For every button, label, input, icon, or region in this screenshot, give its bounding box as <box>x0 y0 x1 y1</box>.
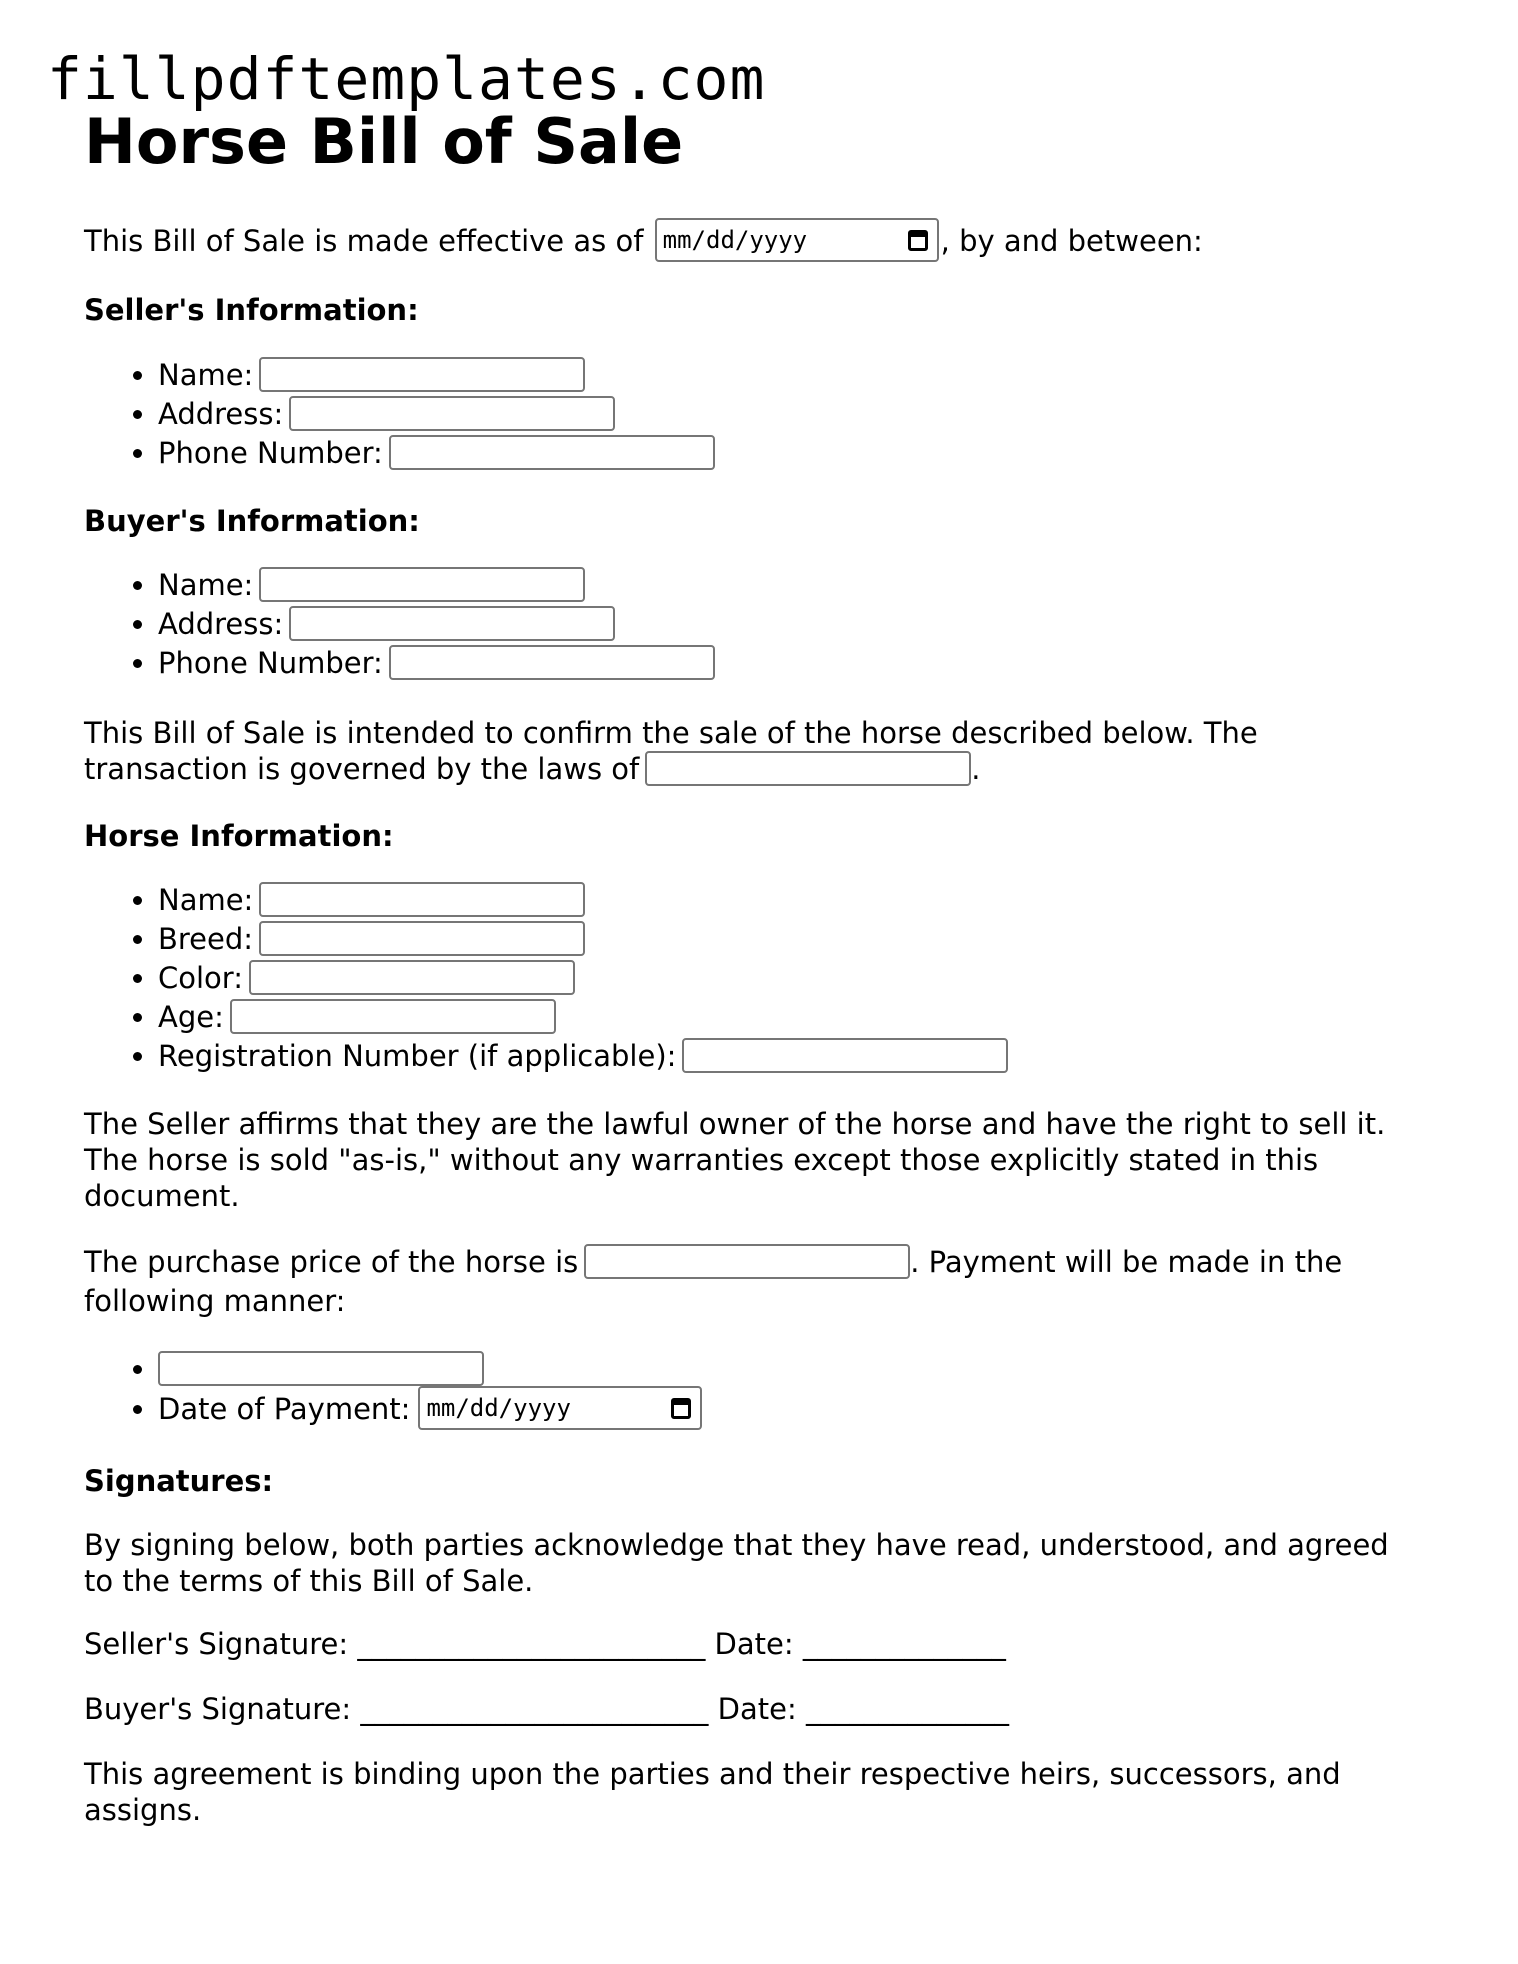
horse-age-label: Age: <box>158 1000 224 1034</box>
payment-method-item <box>158 1350 704 1389</box>
intro-paragraph <box>84 221 1203 265</box>
buyer-address-label: Address: <box>158 607 284 641</box>
buyer-address-input[interactable] <box>289 606 615 641</box>
horse-color-item <box>158 959 1008 998</box>
calendar-icon[interactable] <box>908 230 928 251</box>
horse-breed-item <box>158 920 1008 959</box>
governing-state-input[interactable] <box>645 751 971 786</box>
horse-age-input[interactable] <box>230 999 556 1034</box>
horse-breed-label: Breed: <box>158 922 254 956</box>
seller-phone-input[interactable] <box>389 435 715 470</box>
payment-list <box>84 1350 704 1428</box>
payment-date-label: Date of Payment: <box>158 1392 411 1426</box>
buyer-name-label: Name: <box>158 568 254 602</box>
closing-paragraph <box>84 1756 1341 1828</box>
intro-after-text: , by and between: <box>940 224 1203 258</box>
seller-address-item <box>158 395 715 434</box>
horse-name-item <box>158 881 1008 920</box>
affirmation-paragraph <box>84 1106 1385 1214</box>
price-paragraph <box>84 1243 1342 1321</box>
buyer-signature-line <box>84 1691 1009 1727</box>
governing-line-1: This Bill of Sale is intended to confirm the sale of the horse described below. The <box>84 716 1258 750</box>
price-line-2: following manner: <box>84 1284 346 1318</box>
seller-info-list <box>84 356 715 473</box>
buyer-info-list <box>84 566 715 683</box>
governing-line-2: transaction is governed by the laws of <box>84 752 640 786</box>
payment-date-item <box>158 1389 704 1428</box>
horse-heading: Horse Information: <box>84 819 394 853</box>
seller-name-label: Name: <box>158 358 254 392</box>
seller-date-label: Date: <box>714 1627 794 1661</box>
buyer-signature-label: Buyer's Signature: <box>84 1692 352 1726</box>
affirmation-line-2: The horse is sold "as-is," without any warranties except those explicitly stated in this <box>84 1143 1319 1177</box>
price-text: The purchase price of the horse is <box>84 1245 579 1279</box>
ack-line-2: to the terms of this Bill of Sale. <box>84 1564 534 1598</box>
site-watermark: fillpdftemplates.com <box>47 45 766 113</box>
governing-end-punct: . <box>971 752 981 786</box>
horse-age-item <box>158 998 1008 1037</box>
intro-text: This Bill of Sale is made effective as of <box>84 224 644 258</box>
horse-registration-label: Registration Number (if applicable): <box>158 1039 677 1073</box>
seller-address-input[interactable] <box>289 396 615 431</box>
acknowledgement-paragraph <box>84 1527 1389 1599</box>
horse-breed-input[interactable] <box>259 921 585 956</box>
affirmation-line-3: document. <box>84 1179 240 1213</box>
seller-heading: Seller's Information: <box>84 293 419 327</box>
seller-address-label: Address: <box>158 397 284 431</box>
seller-name-input[interactable] <box>259 357 585 392</box>
closing-line-1: This agreement is binding upon the parties and their respective heirs, successors, and <box>84 1757 1341 1791</box>
horse-info-list <box>84 881 1008 1076</box>
seller-phone-label: Phone Number: <box>158 436 383 470</box>
buyer-name-input[interactable] <box>259 567 585 602</box>
buyer-signature-blank: ________________________ <box>360 1692 709 1726</box>
page-title: Horse Bill of Sale <box>84 105 684 178</box>
governing-paragraph <box>84 715 1258 789</box>
closing-line-2: assigns. <box>84 1793 202 1827</box>
buyer-name-item <box>158 566 715 605</box>
payment-method-input[interactable] <box>158 1351 484 1386</box>
buyer-phone-item <box>158 644 715 683</box>
horse-registration-item <box>158 1037 1008 1076</box>
seller-signature-blank: ________________________ <box>357 1627 706 1661</box>
buyer-address-item <box>158 605 715 644</box>
effective-date-placeholder: mm/dd/yyyy <box>662 226 808 254</box>
horse-color-input[interactable] <box>249 960 575 995</box>
buyer-phone-input[interactable] <box>389 645 715 680</box>
ack-line-1: By signing below, both parties acknowledge that they have read, understood, and agreed <box>84 1528 1389 1562</box>
horse-registration-input[interactable] <box>682 1038 1008 1073</box>
payment-date-input[interactable] <box>418 1386 702 1430</box>
horse-color-label: Color: <box>158 961 243 995</box>
seller-signature-line <box>84 1626 1006 1662</box>
seller-signature-label: Seller's Signature: <box>84 1627 349 1661</box>
calendar-icon[interactable] <box>671 1398 691 1419</box>
horse-name-label: Name: <box>158 883 254 917</box>
signatures-heading: Signatures: <box>84 1464 274 1498</box>
seller-date-blank: ______________ <box>802 1627 1006 1661</box>
horse-name-input[interactable] <box>259 882 585 917</box>
payment-date-placeholder: mm/dd/yyyy <box>426 1393 571 1422</box>
seller-phone-item <box>158 434 715 473</box>
price-after-text: . Payment will be made in the <box>910 1245 1343 1279</box>
buyer-heading: Buyer's Information: <box>84 504 420 538</box>
buyer-phone-label: Phone Number: <box>158 646 383 680</box>
buyer-date-label: Date: <box>717 1692 797 1726</box>
seller-name-item <box>158 356 715 395</box>
effective-date-input[interactable] <box>655 218 939 262</box>
purchase-price-input[interactable] <box>584 1244 910 1279</box>
buyer-date-blank: ______________ <box>805 1692 1009 1726</box>
affirmation-line-1: The Seller affirms that they are the lawful owner of the horse and have the right to sell it. <box>84 1107 1386 1141</box>
